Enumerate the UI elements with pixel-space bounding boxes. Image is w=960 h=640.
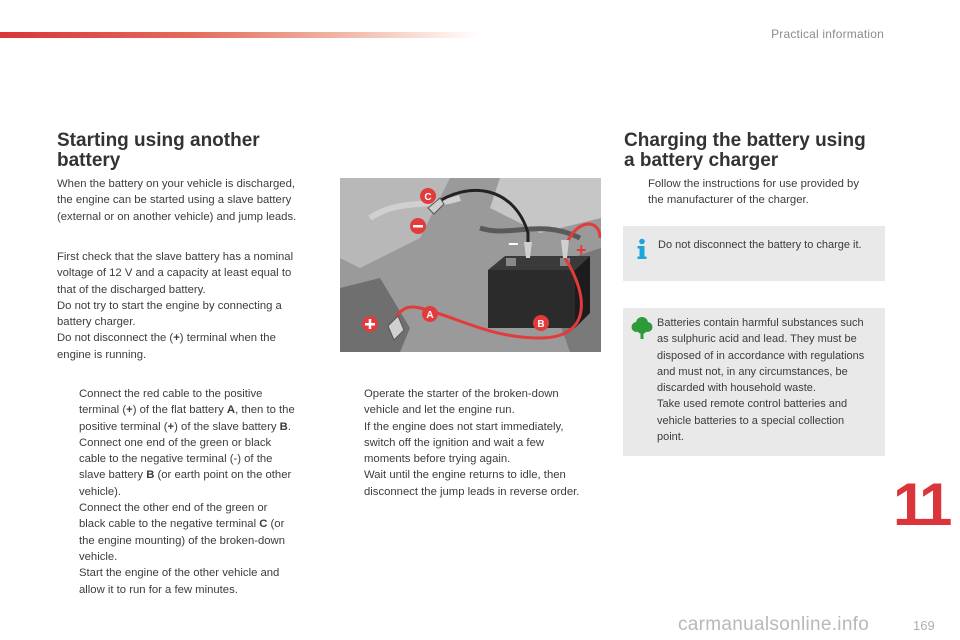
right-title [624,131,866,171]
label-c: C [424,192,432,203]
section-header: Practical information [771,27,884,41]
page-number: 169 [913,618,935,633]
engine-bay-drawing [340,178,601,352]
middle-steps-list [342,386,612,500]
left-title-line2: battery [57,150,121,171]
battery-minus-sign: − [508,234,519,254]
eco-text: Batteries contain harmful substances such as sulphuric acid and lead. They must be disposed of in accordance with regulations and must not, in any circumstances, be discarded with household waste. Take used remote control batteries and vehicle batteries to a special collection point. [657,317,865,444]
list-item: Start the engine of the other vehicle and allow it to run for a few minutes. [79,567,280,596]
list-item: Wait until the engine returns to idle, then disconnect the jump leads in reverse order. [364,469,580,498]
left-title-line1: Starting using another [57,130,260,151]
minus-marker-icon [413,225,423,228]
watermark: carmanualsonline.info [678,614,870,635]
label-b: B [537,319,545,330]
info-icon [635,238,649,260]
left-steps-list [57,386,327,598]
top-accent-bar [0,32,480,38]
list-item: Connect the red cable to the positive terminal (+) of the flat battery A, then to the positive terminal (+) of the slave battery B. [79,388,295,433]
label-a: A [426,310,434,321]
jump-start-illustration [340,178,601,352]
right-steps-list [626,176,891,209]
left-check-paragraph: First check that the slave battery has a nominal voltage of 12 V and a capacity at least equal to that of the discharged battery. Do not try to start the engine by connecting a battery charger. Do not disconnect the (+) terminal when the engine is running. [57,251,294,361]
left-title [57,131,260,171]
right-title-line2: a battery charger [624,150,779,171]
right-title-line1: Charging the battery using [624,130,866,151]
eco-box [623,308,885,456]
chapter-number: 11 [893,471,949,538]
battery-plus-sign: + [576,240,587,260]
info-box [623,226,885,281]
list-item: Connect the other end of the green or black cable to the negative terminal C (or the engine mounting) of the broken-down vehicle. [79,502,285,563]
tree-icon [631,316,653,340]
list-item: Connect one end of the green or black cable to the negative terminal (-) of the slave battery B (or earth point on the other vehicle). [79,436,292,498]
list-item: Operate the starter of the broken-down vehicle and let the engine run. If the engine does not start immediately, switch off the ignition and wait a few moments before trying again. [364,388,564,466]
info-text: Do not disconnect the battery to charge it. [658,239,862,251]
left-intro-paragraph: When the battery on your vehicle is discharged, the engine can be started using a slave battery (external or on another vehicle) and jump leads. [57,178,297,223]
list-item: Follow the instructions for use provided by the manufacturer of the charger. [648,178,859,207]
